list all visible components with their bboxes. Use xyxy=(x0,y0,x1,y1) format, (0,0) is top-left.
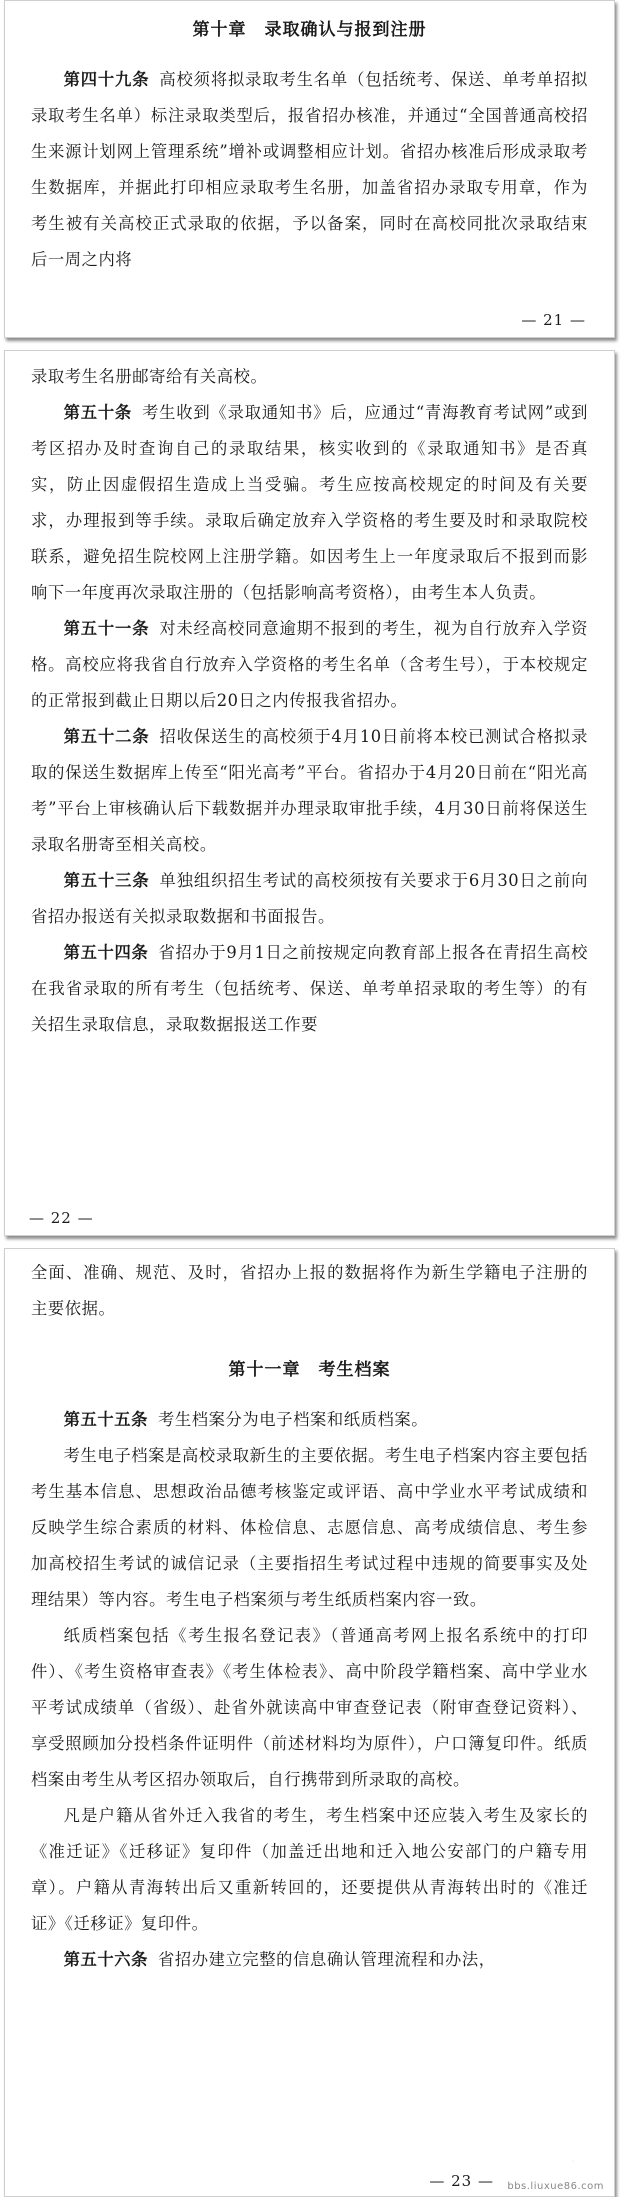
page-number-21: — 21 — xyxy=(521,311,586,329)
article-51-text: 对未经高校同意逾期不报到的考生，视为自行放弃入学资格。高校应将我省自行放弃入学资格的考生名单（含考生号），于本校规定的正常报到截止日期以后20日之内传报我省招办。 xyxy=(31,619,588,710)
document-page-21 xyxy=(4,0,615,338)
continued-text-page-23: 全面、准确、规范、及时，省招办上报的数据将作为新生学籍电子注册的主要依据。 xyxy=(31,1263,588,1318)
page-21-body xyxy=(31,15,588,278)
page-22-body xyxy=(31,359,588,1043)
page-number-22: — 22 — xyxy=(29,1209,94,1227)
electronic-archive-paragraph: 考生电子档案是高校录取新生的主要依据。考生电子档案内容主要包括考生基本信息、思想政治品德考核鉴定或评语、高中学业水平考试成绩和反映学生综合素质的材料、体检信息、志愿信息、高考成绩信息、考生参加高校招生考试的诚信记录（主要指招生考试过程中违规的简要事实及处理结果）等内容。考生电子档案须与考生纸质档案内容一致。 xyxy=(31,1446,588,1609)
article-54-text: 省招办于9月1日之前按规定向教育部上报各在青招生高校在我省录取的所有考生（包括统考、保送、单考单招录取的考生等）的有关招生录取信息，录取数据报送工作要 xyxy=(31,943,588,1034)
article-56 xyxy=(31,1942,588,1978)
article-52-text: 招收保送生的高校须于4月10日前将本校已测试合格拟录取的保送生数据库上传至“阳光高考”平台。省招办于4月20日前在“阳光高考”平台上审核确认后下载数据并办理录取审批手续，4月30日前将保送生录取名册寄至相关高校。 xyxy=(31,727,588,854)
article-53-number: 第五十三条 xyxy=(63,871,150,890)
article-55-text: 考生档案分为电子档案和纸质档案。 xyxy=(158,1410,429,1429)
paper-archive-paragraph: 纸质档案包括《考生报名登记表》（普通高考网上报名系统中的打印件）、《考生资格审查表》《考生体检表》、高中阶段学籍档案、高中学业水平考试成绩单（省级）、赴省外就读高中审查登记表（附审查登记资料）、享受照顾加分投档条件证明件（前述材料均为原件），户口簿复印件。纸质档案由考生从考区招办领取后，自行携带到所录取的高校。 xyxy=(31,1626,588,1789)
page-number-23: — 23 — xyxy=(429,2172,494,2190)
article-51 xyxy=(31,611,588,719)
article-50-number: 第五十条 xyxy=(63,403,133,422)
article-49-number: 第四十九条 xyxy=(63,70,150,89)
household-registration-paragraph: 凡是户籍从省外迁入我省的考生，考生档案中还应装入考生及家长的《准迁证》《迁移证》复印件（加盖迁出地和迁入地公安部门的户籍专用章）。户籍从青海转出后又重新转回的，还要提供从青海转出时的《准迁证》《迁移证》复印件。 xyxy=(31,1806,588,1933)
article-55-number: 第五十五条 xyxy=(63,1410,149,1429)
article-52 xyxy=(31,719,588,863)
article-50-text: 考生收到《录取通知书》后，应通过“青海教育考试网”或到考区招办及时查询自己的录取结果，核实收到的《录取通知书》是否真实，防止因虚假招生造成上当受骗。考生应按高校规定的时间及有关要求，办理报到等手续。录取后确定放弃入学资格的考生要及时和录取院校联系，避免招生院校网上注册学籍。如因考生上一年度录取后不报到而影响下一年度再次录取注册的（包括影响高考资格），由考生本人负责。 xyxy=(31,403,588,602)
page-23-body xyxy=(31,1255,588,1978)
watermark-main-text: 留学网 xyxy=(522,2154,604,2184)
article-55 xyxy=(31,1402,588,1438)
article-49-text: 高校须将拟录取考生名单（包括统考、保送、单考单招拟录取考生名单）标注录取类型后，报省招办核准，并通过“全国普通高校招生来源计划网上管理系统”增补或调整相应计划。省招办核准后形成录取考生数据库，并据此打印相应录取考生名册，加盖省招办录取专用章，作为考生被有关高校正式录取的依据，予以备案，同时在高校同批次录取结束后一周之内将 xyxy=(31,70,588,269)
continued-text-page-22: 录取考生名册邮寄给有关高校。 xyxy=(31,367,268,386)
article-54 xyxy=(31,935,588,1043)
watermark-logo xyxy=(507,2156,604,2192)
article-56-number: 第五十六条 xyxy=(63,1950,149,1969)
document-page-23 xyxy=(4,1248,615,2197)
article-54-number: 第五十四条 xyxy=(63,943,149,962)
article-50 xyxy=(31,395,588,611)
article-56-text: 省招办建立完整的信息确认管理流程和办法， xyxy=(158,1950,496,1969)
article-51-number: 第五十一条 xyxy=(63,619,150,638)
article-49 xyxy=(31,62,588,278)
article-53-text: 单独组织招生考试的高校须按有关要求于6月30日之前向省招办报送有关拟录取数据和书面报告。 xyxy=(31,871,588,926)
chapter-11-title: 第十一章 考生档案 xyxy=(228,1360,391,1380)
document-page-22 xyxy=(4,350,615,1236)
article-52-number: 第五十二条 xyxy=(63,727,150,746)
chapter-10-title: 第十章 录取确认与报到注册 xyxy=(192,20,427,40)
watermark-url-text: bbs.liuxue86.com xyxy=(507,2181,604,2192)
article-53 xyxy=(31,863,588,935)
